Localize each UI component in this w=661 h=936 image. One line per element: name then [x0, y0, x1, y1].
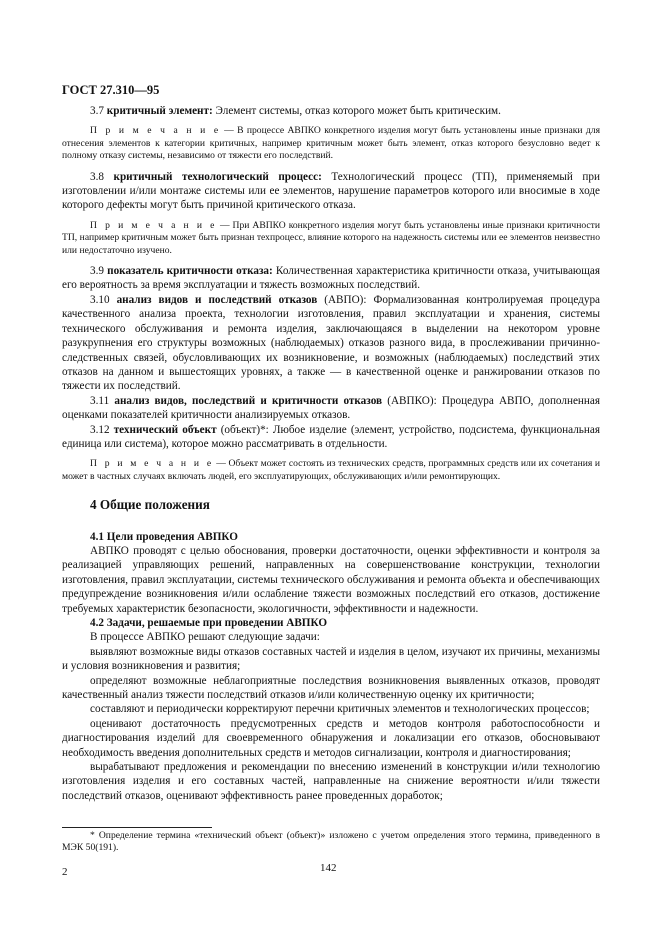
- paragraph-4-1: АВПКО проводят с целью обоснования, проверки достаточности, оценки эффективности и контроля за реализацией управляющих решений, направленных на совершенствование конструкции, технологии изготовления, правил эксплуатации, системы технического обслуживания и ремонта объекта и обеспечивающих предупреждение возникновения и/или ослабление тяжести возможных последствий его отказов, достижение требуемых характеристик безопасности, экологичности, эффективности и надежности.: [62, 544, 600, 615]
- document-body: [62, 104, 600, 803]
- term: показатель критичности отказа:: [107, 265, 273, 278]
- term: анализ видов, последствий и критичности отказов: [114, 394, 383, 407]
- subsection-heading-4-2: 4.2 Задачи, решаемые при проведении АВПКО: [90, 617, 328, 629]
- task-item: выявляют возможные виды отказов составных частей и изделия в целом, изучают их причины, механизмы и условия возникновения и развития;: [62, 645, 600, 673]
- task-item: определяют возможные неблагоприятные последствия возникновения выявленных отказов, проводят качественный анализ тяжести последствий отказов и/или количественную оценку их критичности;: [62, 674, 600, 702]
- page-number: 2: [62, 866, 68, 878]
- note-3-7: П р и м е ч а н и е — В процессе АВПКО конкретного изделия могут быть установлены иные признаки для отнесения элементов к категории критичных, например критичным может быть элемент, отказ которого безусловно ведет к полному отказу системы, независимо от тяжести его последствий.: [62, 125, 600, 162]
- clause-3-11: 3.11 анализ видов, последствий и критичности отказов (АВПКО): Процедура АВПО, дополненная оценками показателей критичности анализируемых отказов.: [62, 394, 601, 422]
- page-bottom-number: 142: [320, 862, 337, 874]
- paragraph-4-2-intro: В процессе АВПКО решают следующие задачи:: [90, 631, 320, 644]
- term: технический объект: [113, 423, 217, 436]
- task-item: оценивают достаточность предусмотренных средств и методов контроля работоспособности и диагностирования изделий для своевременного обнаружения и локализации его отказов, обосновывают необходимость введения дополнительных средств и методов сигнализации, контроля и диагностирования;: [62, 717, 600, 759]
- document-id-header: ГОСТ 27.310—95: [62, 83, 160, 97]
- clause-3-8: 3.8 критичный технологический процесс: Технологический процесс (ТП), применяемый при изготовлении и/или монтаже системы или ее элементов, нарушение параметров которого или вносимые в ходе которого дефекты могут быть причиной критического отказа.: [62, 170, 600, 212]
- task-item: вырабатывают предложения и рекомендации по внесению изменений в конструкции и/или технологию изготовления изделия и его составных частей, направленные на снижение вероятности и/или тяжести последствий отказов, оценивают эффективность ранее проведенных доработок;: [62, 761, 600, 802]
- footnote: [62, 830, 600, 855]
- clause-3-7: 3.7 критичный элемент: Элемент системы, отказ которого может быть критическим.: [90, 105, 501, 117]
- clause-3-10: 3.10 анализ видов и последствий отказов (АВПО): Формализованная контролируемая процедура качественного анализа проекта, технологии изготовления, правил эксплуатации и хранения, системы технического обслуживания и ремонта изделия, заключающаяся в выделении на некотором уровне разукрупнения его структуры возможных (наблюдаемых) отказов разного вида, в прослеживании причинно-следственных связей, обусловливающих их возникновение, и возможных (наблюдаемых) последствий этих отказов на данном и вышестоящих уровнях, а также — в качественной оценке и ранжировании отказов по тяжести их последствий.: [62, 293, 600, 393]
- clause-3-9: 3.9 показатель критичности отказа: Количественная характеристика критичности отказа, учитывающая его вероятность за время эксплуатации и тяжесть возможных последствий.: [62, 265, 600, 292]
- section-heading-4: 4 Общие положения: [90, 497, 210, 513]
- clause-3-12: 3.12 технический объект (объект)*: Любое изделие (элемент, устройство, подсистема, функциональная единица или система), которое можно рассматривать в отдельности.: [62, 423, 600, 450]
- note-3-12: П р и м е ч а н и е — Объект может состоять из технических средств, программных средств или их сочетания и может в частных случаях включать людей, его эксплуатирующих, обслуживающих и/или ремонтирующих.: [62, 458, 600, 482]
- note-3-8: П р и м е ч а н и е — При АВПКО конкретного изделия могут быть установлены иные признаки критичности ТП, например критичным может быть признан техпроцесс, влияние которого на надежность системы или ее элементов неизвестно или недостаточно изучено.: [62, 219, 600, 256]
- subsection-heading-4-1: 4.1 Цели проведения АВПКО: [90, 530, 238, 543]
- term: анализ видов и последствий отказов: [116, 293, 318, 306]
- footnote-separator: [62, 827, 212, 828]
- footnote-text: * Определение термина «технический объект (объект)» изложено с учетом определения этого термина, приведенного в МЭК 50(191).: [62, 830, 600, 854]
- term: критичный элемент:: [106, 105, 213, 117]
- term: критичный технологический процесс:: [113, 170, 322, 183]
- task-item: составляют и периодически корректируют перечни критичных элементов и технологических процессов;: [90, 703, 590, 716]
